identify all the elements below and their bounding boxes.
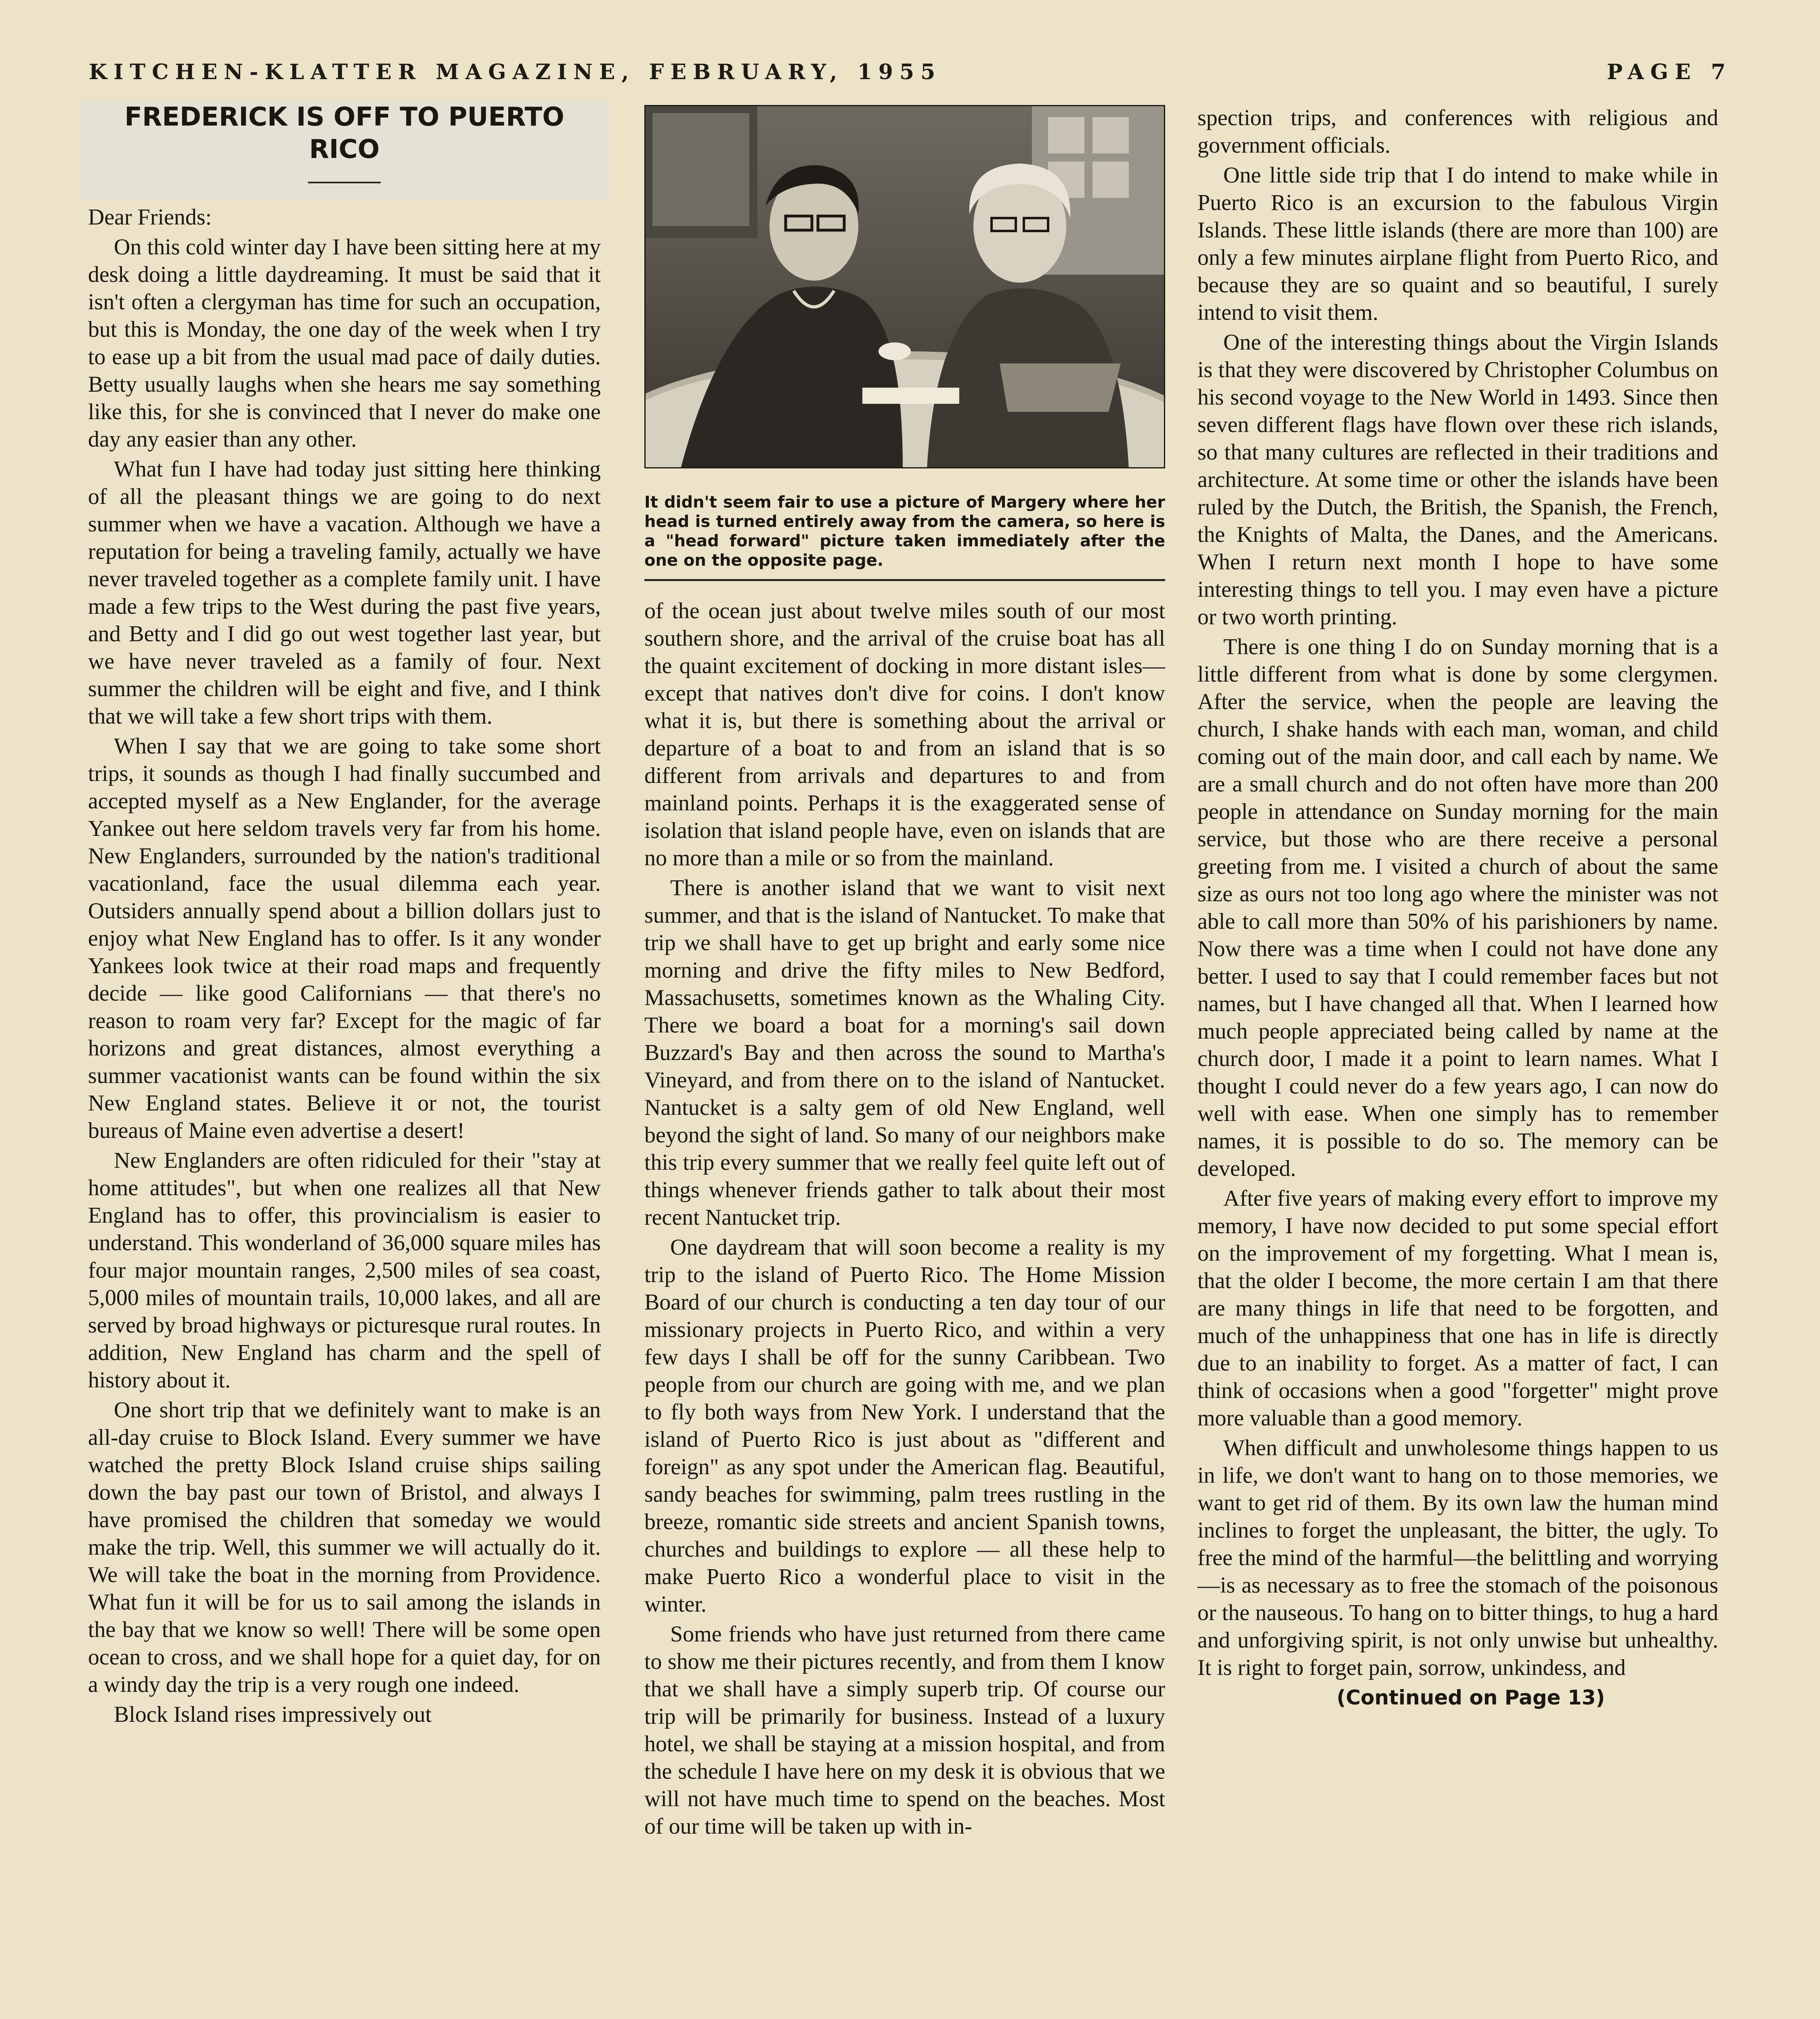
paragraph: There is one thing I do on Sunday morning that is a little different from what is done by some clergymen. After the service, when the people are leaving the church, I shake hands with each man, woman, and child coming out of the main door, and call each by name. We are a small church and do not often have more than 200 people in attendance on Sunday morning for the main service, but those who are there receive a personal greeting from me. I visited a church of about the same size as ours not too long ago where the minister was not able to call more than 50% of his parishioners by name. Now there was a time when I could not have done any better. I used to say that I could remember faces but not names, but I have changed all that. When I learned how much people appreciated being called by name at the church door, I made it a point to learn names. What I thought I could never do a few years ago, I can now do well with ease. When one simply has to remember names, it is possible to do so. The memory can be developed. <box>1197 634 1718 1181</box>
paragraph: One short trip that we definitely want to make is an all-day cruise to Block Island. Every summer we have watched the pretty Block Island cruise ships sailing down the bay past our town of Bristol, and always I have promised the children that someday we would make the trip. Well, this summer we will actually do it. We will take the boat in the morning from Providence. What fun it will be for us to sail among the islands in the bay that we know so well! There will be some open ocean to cross, and we shall hope for a quiet day, for on a windy day the trip is a very rough one indeed. <box>88 1398 601 1697</box>
photo-two-women-at-table <box>644 105 1165 468</box>
paragraph: One daydream that will soon become a reality is my trip to the island of Puerto Rico. The Home Mission Board of our church is conducting a ten day tour of our missionary projects in Puerto Rico, and within a very few days I shall be off for the sunny Caribbean. Two people from our church are going with me, and we plan to fly both ways from New York. I understand that the island of Puerto Rico is just about as "different and foreign" as any spot under the American flag. Beautiful, sandy beaches for swimming, palm trees rustling in the breeze, romantic side streets and ancient Spanish towns, churches and buildings to explore — all these help to make Puerto Rico a wonderful place to visit in the winter. <box>644 1235 1165 1617</box>
paragraph: What fun I have had today just sitting here thinking of all the pleasant things we are going to do next summer when we have a vacation. Although we have a reputation for being a traveling family, actually we have never traveled together as a complete family unit. I have made a few trips to the West during the past five years, and Betty and I did go out west together last year, but we have never traveled as a family of four. Next summer the children will be eight and five, and I think that we will take a few short trips with them. <box>88 457 601 729</box>
paragraph: When difficult and unwholesome things happen to us in life, we don't want to hang on to those memories, we want to get rid of them. By its own law the human mind inclines to forget the unpleasant, the bitter, the ugly. To free the mind of the harmful—the belittling and worrying—is as necessary as to free the stomach of the poisonous or the nauseous. To hang on to bitter things, to hug a hard and unforgiving spirit, is not only unwise but unhealthy. It is right to forget pain, sorrow, unkindess, and <box>1197 1436 1718 1680</box>
column-1 <box>88 102 601 1731</box>
column-3 <box>1197 104 1718 1714</box>
paragraph: There is another island that we want to visit next summer, and that is the island of Nantucket. To make that trip we shall have to get up bright and early some nice morning and drive the fifty miles to New Bedford, Massachusetts, sometimes known as the Whaling City. There we board a boat for a morning's sail down Buzzard's Bay and then across the sound to Martha's Vineyard, and from there on to the island of Nantucket. Nantucket is a salty gem of old New England, well beyond the sight of land. So many of our neighbors make this trip every summer that we really feel quite left out of things whenever friends gather to talk about their most recent Nantucket trip. <box>644 875 1165 1230</box>
photo <box>644 105 1165 468</box>
paragraph: of the ocean just about twelve miles south of our most southern shore, and the arrival of the cruise boat has all the quaint excitement of docking in more distant isles—except that natives don't dive for coins. I don't know what it is, but there is something about the arrival or departure of a boat to and from an island that is so different from arrivals and departures to and from mainland points. Perhaps it is the exaggerated sense of isolation that island people have, even on islands that are no more than a mile or so from the mainland. <box>644 598 1165 871</box>
paragraph: spection trips, and conferences with religious and government officials. <box>1197 105 1718 158</box>
page-number: PAGE 7 <box>1607 60 1732 84</box>
paragraph: When I say that we are going to take some short trips, it sounds as though I had finally succumbed and accepted myself as a New Englander, for the average Yankee out here seldom travels very far from his home. New Englanders, surrounded by the nation's traditional vacationland, face the usual dilemma each year. Outsiders annually spend about a billion dollars just to enjoy what New England has to offer. Is it any wonder Yankees look twice at their road maps and frequently decide — like good Californians — that there's no reason to roam very far? Except for the magic of far horizons and great distances, almost everything a summer vacationist wants can be found within the six New England states. Believe it or not, the tourist bureaus of Maine even advertise a desert! <box>88 734 601 1143</box>
photo-caption: It didn't seem fair to use a picture of Margery where her head is turned entirely away from the camera, so here is a "head forward" picture taken immediately after the one on the opposite page. <box>644 493 1165 581</box>
paragraph: One of the interesting things about the Virgin Islands is that they were discovered by Christopher Columbus on his second voyage to the New World in 1493. Since then seven different flags have flown over these rich islands, so that many cultures are reflected in their traditions and architecture. At some time or other the islands have been ruled by the Dutch, the British, the Spanish, the French, the Knights of Malta, the Danes, and the Americans. When I return next month I hope to have some interesting things to tell you. I may even have a picture or two worth printing. <box>1197 330 1718 630</box>
continued-notice: (Continued on Page 13) <box>1336 1686 1605 1709</box>
running-header <box>89 60 1732 84</box>
salutation: Dear Friends: <box>88 205 212 230</box>
paragraph: New Englanders are often ridiculed for their "stay at home attitudes", but when one realizes all that New England has to offer, this provincialism is easier to understand. This wonderland of 36,000 square miles has four major mountain ranges, 2,500 miles of sea coast, 5,000 miles of mountain trails, 10,000 lakes, and all are served by broad highways or picturesque rural routes. In addition, New England has charm and the spell of history about it. <box>88 1148 601 1393</box>
paragraph: After five years of making every effort to improve my memory, I have now decided to put some special effort on the improvement of my forgetting. What I mean is, that the older I become, the more certain I am that there are many things in life that need to be forgotten, and much of the unhappiness that one has in life is directly due to an inability to forget. As a matter of fact, I can think of occasions when a good "forgetter" might prove more valuable than a good memory. <box>1197 1186 1718 1431</box>
running-title: KITCHEN-KLATTER MAGAZINE, FEBRUARY, 1955 <box>89 60 942 84</box>
paragraph: On this cold winter day I have been sitting here at my desk doing a little daydreaming. It must be said that it isn't often a clergyman has time for such an occupation, but this is Monday, the one day of the week when I try to ease up a bit from the usual mad pace of daily duties. Betty usually laughs when she hears me say something like this, for she is convinced that I never do make one day any easier than any other. <box>88 235 601 452</box>
article-title-box <box>78 101 610 199</box>
article-title: FREDERICK IS OFF TO PUERTO RICO <box>124 102 564 164</box>
paragraph: Some friends who have just returned from there came to show me their pictures recently, and from them I know that we shall have a simply superb trip. Of course our trip will be primarily for business. Instead of a luxury hotel, we shall be staying at a mission hospital, and from the schedule I have here on my desk it is obvious that we will not have much time to spend on the beaches. Most of our time will be taken up with in- <box>644 1622 1165 1839</box>
column-2 <box>644 105 1165 1843</box>
title-rule <box>308 182 381 183</box>
paragraph: Block Island rises impressively out <box>114 1702 432 1727</box>
paragraph: One little side trip that I do intend to make while in Puerto Rico is an excursion to the fabulous Virgin Islands. These little islands (there are more than 100) are only a few minutes airplane flight from Puerto Rico, and because they are so quaint and so beautiful, I surely intend to visit them. <box>1197 163 1718 325</box>
